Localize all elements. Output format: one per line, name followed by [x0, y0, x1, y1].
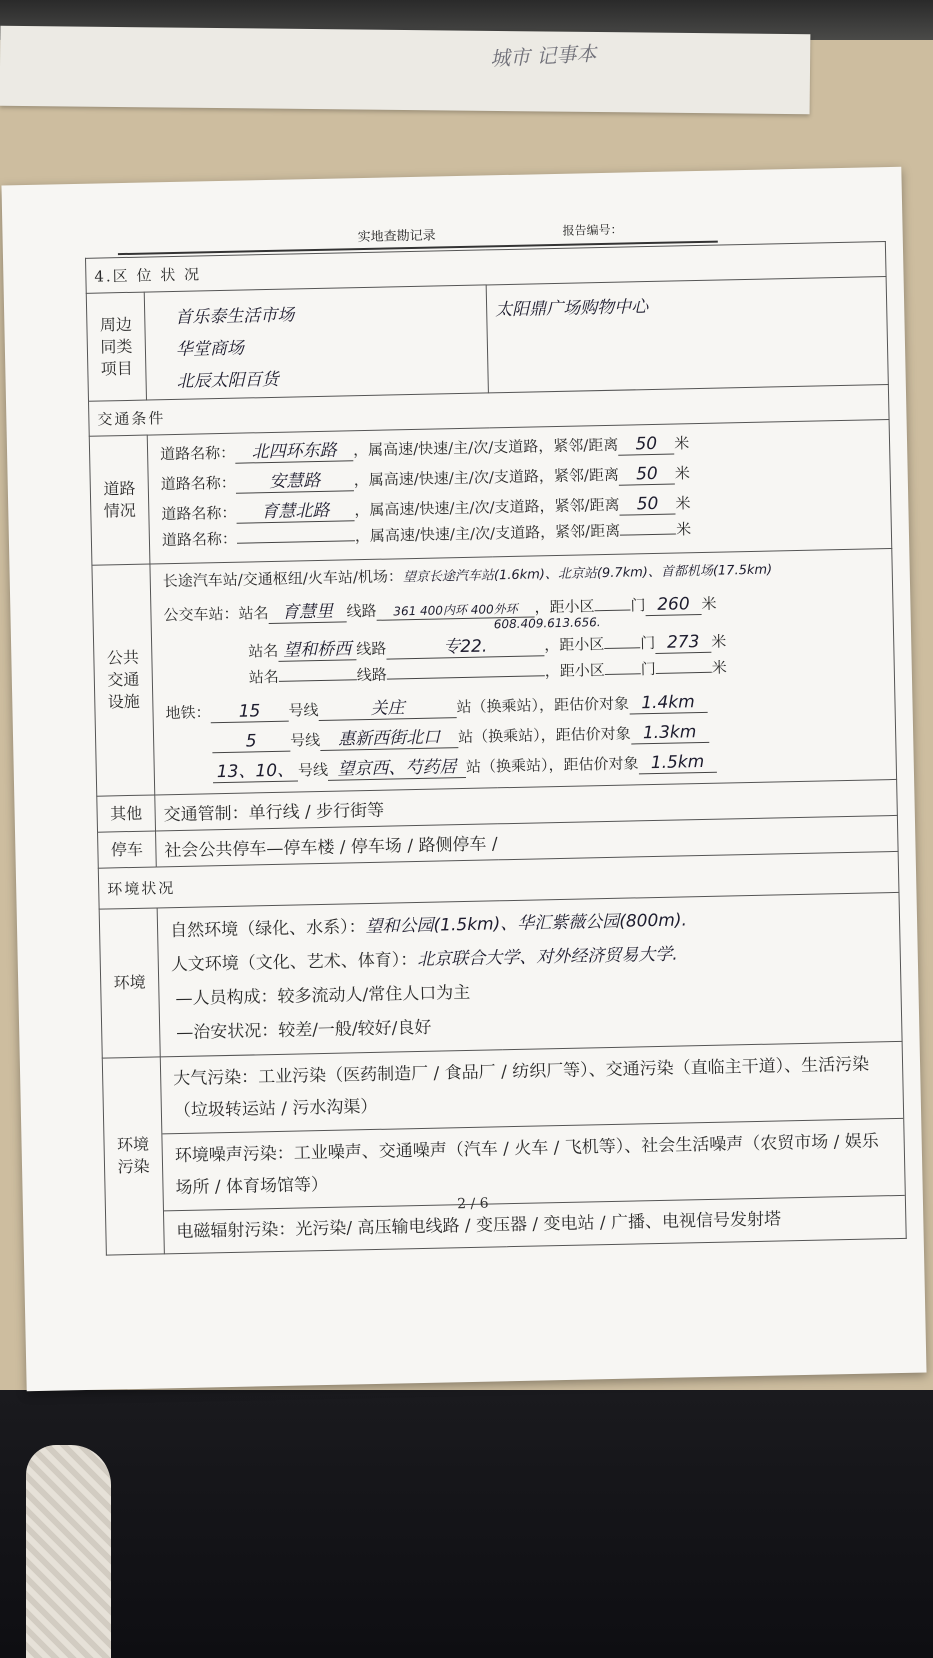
document-page	[1, 167, 926, 1392]
hub-row: 长途汽车站/交通枢纽/火车站/机场：望京长途汽车站(1.6km)、北京站(9.7km)、首都机场(17.5km)	[162, 562, 773, 591]
background-paper	[0, 26, 810, 114]
security-status: —治安状况：较差/一般/较好/良好	[176, 1017, 432, 1044]
metro-distance-value: 1.4km	[629, 692, 707, 715]
desk-backdrop-bottom	[0, 1390, 933, 1658]
bus-route-value	[387, 675, 545, 679]
road-distance-value: 50	[619, 494, 675, 516]
background-scribble: 城市 记事本	[489, 41, 597, 71]
bus-station-value: 望和桥西	[278, 634, 357, 662]
environment-label: 环境	[99, 908, 160, 1058]
road-name-value: 安慧路	[235, 465, 354, 493]
people-composition: —人员构成：较多流动人/常住人口为主	[175, 982, 471, 1010]
similar-project-item: 北辰太阳百货	[176, 369, 279, 392]
human-env-row: 人文环境（文化、艺术、体育）：北京联合大学、对外经济贸易大学.	[170, 944, 678, 976]
metro-station-value: 惠新西街北口	[320, 722, 459, 751]
metro-row: 13、10、 号线 望京西、芍药居 站（换乘站），距估价对象 1.5km	[166, 743, 883, 788]
road-distance-value: 50	[618, 434, 674, 456]
bus-row: 站名 线路 ，距小区 门 米	[248, 658, 727, 687]
road-distance-value: 50	[619, 464, 675, 486]
section-traffic-title: 交通条件	[89, 385, 890, 437]
metro-line-value: 5	[212, 731, 290, 754]
page-number: 2 / 6	[457, 1195, 489, 1213]
road-conditions-label: 道路情况	[89, 435, 150, 565]
bus-row: 公交车站：站名 育慧里 线路 361 400内环 400外环 ，距小区 门 260 米	[163, 594, 717, 625]
similar-projects-label: 周边同类项目	[86, 292, 146, 401]
natural-env-row: 自然环境（绿化、水系）：望和公园(1.5km)、华汇紫薇公园(800m).	[169, 910, 688, 942]
road-row: 道路名称： 北四环东路 ，属高速/快速/主/次/支道路，紧邻/距离 50 米	[159, 433, 690, 464]
public-transit-label: 公共交通设施	[92, 564, 155, 796]
human-env-value: 北京联合大学、对外经济贸易大学.	[417, 944, 678, 971]
report-number-label: 报告编号：	[562, 222, 623, 238]
air-pollution: 大气污染：工业污染（医药制造厂 / 食品厂 / 纺织厂等）、交通污染（直临主干道）、生活污染（垃圾转运站 / 污水沟渠）	[161, 1042, 903, 1135]
metro-distance-value: 1.3km	[630, 722, 708, 745]
bus-door-value	[605, 673, 641, 675]
road-row: 道路名称： 安慧路 ，属高速/快速/主/次/支道路，紧邻/距离 50 米	[160, 463, 691, 494]
emf-pollution: 电磁辐射污染：光污染/ 高压输电线路 / 变压器 / 变电站 / 广播、电视信号发射塔	[176, 1209, 782, 1243]
bus-route-value: 专22.	[386, 630, 545, 659]
cloth-object	[26, 1445, 111, 1658]
bus-station-value: 育慧里	[268, 596, 347, 624]
parking-label: 停车	[98, 831, 157, 868]
noise-pollution: 环境噪声污染：工业噪声、交通噪声（汽车 / 火车 / 飞机等）、社会生活噪声（农贸市场 / 娱乐场所 / 体育场馆等）	[162, 1119, 904, 1212]
metro-row: 5 号线 惠新西街北口 站（换乘站），距估价对象 1.3km	[166, 713, 883, 758]
hub-value: 望京长途汽车站(1.6km)、北京站(9.7km)、首都机场(17.5km)	[402, 562, 773, 586]
parking-text: 社会公共停车—停车楼 / 停车场 / 路侧停车 /	[156, 815, 899, 867]
road-name-value: 育慧北路	[236, 495, 355, 523]
document-title: 实地查勘记录	[357, 228, 436, 246]
other-label: 其他	[97, 795, 156, 832]
bus-distance-value	[656, 672, 712, 674]
bus-station-value	[279, 679, 357, 682]
road-row: 道路名称： 育慧北路 ，属高速/快速/主/次/支道路，紧邻/距离 50 米	[161, 493, 691, 524]
road-distance-value	[620, 534, 676, 536]
road-name-value	[237, 540, 355, 543]
section-location-title: 4.区 位 状 况	[86, 242, 887, 294]
bus-door-value	[604, 647, 640, 649]
similar-project-item: 首乐泰生活市场	[175, 304, 295, 328]
bus-distance-value: 260	[645, 594, 701, 616]
other-text: 交通管制：单行线 / 步行街等	[155, 779, 898, 831]
road-row: 道路名称： ，属高速/快速/主/次/支道路，紧邻/距离 米	[161, 520, 692, 550]
bus-distance-value: 273	[655, 632, 711, 654]
section-environment-title: 环境状况	[98, 851, 899, 909]
metro-line-value: 15	[210, 701, 288, 724]
bus-route-value: 361 400内环 400外环	[376, 599, 534, 620]
bus-row: 站名 望和桥西 线路 专22. ，距小区 门 273 米	[248, 632, 727, 661]
similar-project-item: 太阳鼎广场购物中心	[494, 297, 649, 321]
metro-line-value: 13、10、	[212, 755, 298, 783]
metro-station-value: 望京西、芍药居	[328, 752, 467, 781]
metro-row: 地铁： 15 号线 关庄 站（换乘站），距估价对象 1.4km	[165, 683, 882, 728]
metro-station-value: 关庄	[318, 692, 457, 721]
bus-door-value	[595, 609, 631, 611]
similar-project-item: 华堂商场	[175, 338, 245, 360]
pollution-label: 环境污染	[102, 1057, 164, 1255]
road-name-value: 北四环东路	[235, 435, 354, 463]
natural-env-value: 望和公园(1.5km)、华汇紫薇公园(800m).	[365, 910, 688, 938]
bus-route-extra: 608.409.613.656.	[493, 615, 601, 632]
metro-distance-value: 1.5km	[638, 752, 716, 775]
survey-form-table	[85, 241, 907, 1256]
